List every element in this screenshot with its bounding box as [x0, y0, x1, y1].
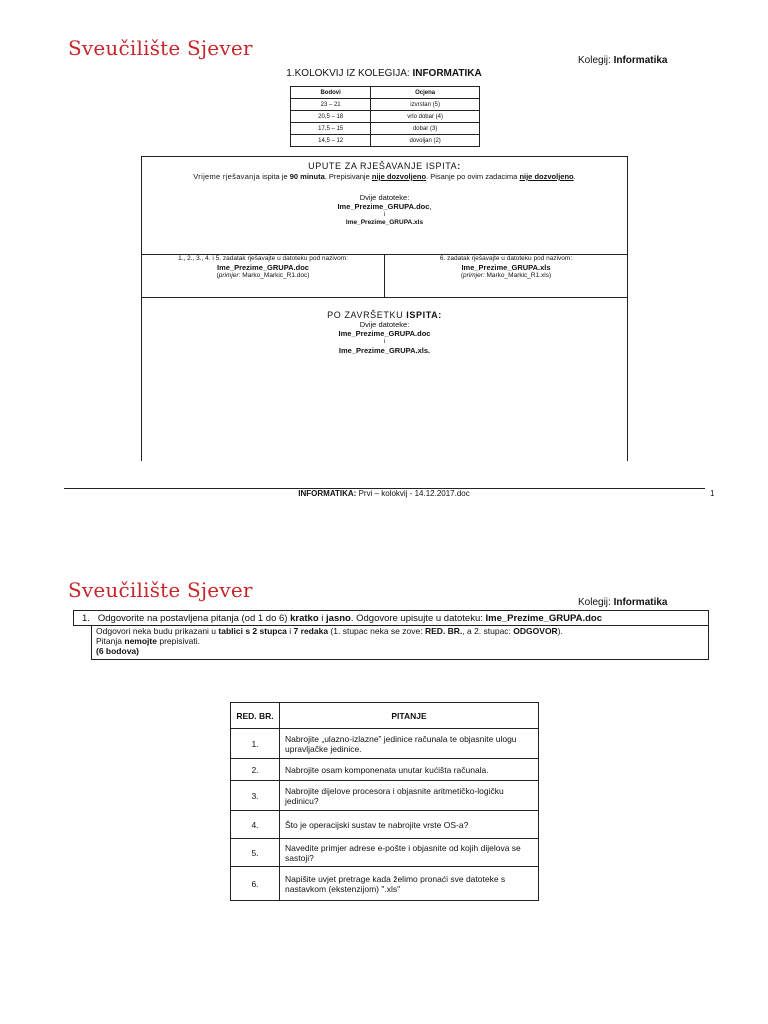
- xls-instructions-text: 6. zadatak rješavajte u datoteku pod nazivom:: [439, 255, 573, 262]
- doc-instructions-file: [142, 263, 384, 272]
- info-table-columns: tablici s 2 stupca: [218, 626, 287, 636]
- doc-file-name: [142, 202, 627, 211]
- question-number: 4.: [231, 811, 280, 839]
- rule-text: . Prepisivanje: [324, 172, 370, 181]
- question-text: Navedite primjer adrese e-pošte i objasnite od kojih dijelova se sastoji?: [280, 839, 539, 867]
- instructions-heading: [142, 161, 627, 171]
- after-exam-doc-file-text: Ime_Prezime_GRUPA.doc: [338, 329, 431, 338]
- question-number: 5.: [231, 839, 280, 867]
- footer-subject: INFORMATIKA:: [298, 489, 357, 498]
- question-text: Nabrojite „ulazno-izlazne” jedinice računala te objasnite ulogu upravljačke jedinice.: [280, 729, 539, 759]
- course-label-key: Kolegij:: [578, 55, 611, 66]
- grading-table: [290, 86, 480, 147]
- grading-cell: 20,5 – 18: [291, 111, 371, 123]
- task-number: 1.: [82, 613, 90, 624]
- xls-instructions-file: [385, 263, 627, 272]
- rule-text: .: [573, 172, 576, 181]
- grading-cell: dovoljan (2): [371, 135, 480, 147]
- course-label-value: Informatika: [613, 55, 668, 66]
- instructions-box: [141, 156, 628, 255]
- rule-no-copy: nije dozvoljeno: [371, 172, 427, 181]
- rule-time-label: Vrijeme rješavanja: [193, 172, 261, 181]
- task-clear: jasno: [326, 613, 351, 624]
- task-text: i: [321, 613, 324, 624]
- task-header: [73, 610, 709, 626]
- task-file: Ime_Prezime_GRUPA.doc: [485, 613, 603, 624]
- info-text: (1. stupac neka se zove:: [330, 626, 423, 636]
- instructions-heading-colon: :: [457, 161, 461, 171]
- grading-header-points: Bodovi: [291, 87, 371, 99]
- instructions-heading-text: UPUTE ZA RJEŠAVANJE ISPITA: [308, 161, 458, 171]
- university-logo-page2: Sveučilište Sjever: [68, 578, 253, 602]
- example-value: Marko_Markic_R1.doc): [242, 272, 310, 279]
- xls-instructions-example: (primjer: Marko_Markic_R1.xls): [460, 272, 552, 279]
- exam-title: [0, 68, 768, 79]
- info-col2-name: ODGOVOR: [513, 626, 558, 636]
- and-label: i: [383, 211, 386, 218]
- after-exam-two-files: Dvije datoteke:: [359, 320, 410, 329]
- task-points: [92, 646, 708, 656]
- question-number: 6.: [231, 867, 280, 901]
- questions-header-num: RED. BR.: [231, 703, 280, 729]
- after-exam-and: i: [383, 338, 386, 345]
- question-number: 1.: [231, 729, 280, 759]
- rule-duration: 90 minuta: [289, 172, 325, 181]
- grading-cell: 23 – 21: [291, 99, 371, 111]
- task-short: kratko: [290, 613, 319, 624]
- course-label-value: Informatika: [613, 597, 668, 608]
- questions-table: [230, 702, 539, 901]
- task-points-text: (6 bodova): [96, 646, 139, 656]
- page-number: 1: [710, 489, 715, 498]
- exam-title-subject: INFORMATIKA: [412, 68, 482, 79]
- info-text: Odgovori neka budu prikazani u: [96, 626, 217, 636]
- info-do-not: nemojte: [124, 636, 157, 646]
- task-text: Odgovorite na postavljena pitanja (od 1 do 6): [97, 613, 288, 624]
- task-instructions-line1: [92, 625, 708, 636]
- after-exam-box: [141, 297, 628, 461]
- questions-header-question: PITANJE: [280, 703, 539, 729]
- question-text: Napišite uvjet pretrage kada želimo pronaći sve datoteke s nastavkom (ekstenzijom) ".xls": [280, 867, 539, 901]
- grading-cell: 14,5 – 12: [291, 135, 371, 147]
- question-number: 2.: [231, 759, 280, 781]
- university-logo: Sveučilište Sjever: [68, 36, 253, 60]
- task-instructions-line2: [92, 636, 708, 646]
- footer-filename: Prvi – kolokvij - 14.12.2017.doc: [358, 489, 470, 498]
- after-exam-xls-file-text: Ime_Prezime_GRUPA.xls.: [338, 346, 431, 355]
- xls-instructions-cell: [384, 254, 628, 298]
- grading-cell: vrlo dobar (4): [371, 111, 480, 123]
- rule-no-writing: nije dozvoljeno: [519, 172, 574, 181]
- two-files-label: Dvije datoteke:: [359, 193, 410, 202]
- xls-file-name-text: Ime_Prezime_GRUPA.xls: [345, 219, 424, 226]
- course-label-page2: [578, 597, 668, 608]
- course-label: [578, 55, 668, 66]
- example-value: Marko_Markic_R1.xls: [486, 272, 549, 279]
- example-label: primjer:: [463, 272, 485, 279]
- info-text: prepisivati.: [159, 636, 200, 646]
- after-exam-heading-bold: ISPITA:: [406, 310, 442, 320]
- doc-instructions-text: 1., 2., 3., 4. i 5. zadatak rješavajte u datoteku pod nazivom:: [178, 255, 348, 262]
- after-exam-heading: [142, 310, 627, 320]
- doc-file-name-text: Ime_Prezime_GRUPA.doc: [337, 202, 430, 211]
- after-exam-xls-file: [142, 346, 627, 355]
- info-text: i: [289, 626, 292, 636]
- info-text: ).: [557, 626, 563, 636]
- info-table-rows: 7 redaka: [293, 626, 329, 636]
- course-label-key: Kolegij:: [578, 597, 611, 608]
- info-text: Pitanja: [96, 636, 122, 646]
- footer-text: [0, 489, 768, 498]
- after-exam-doc-file: [142, 329, 627, 338]
- doc-instructions-example: (primjer: Marko_Markic_R1.doc): [216, 272, 310, 279]
- task-instructions: [91, 625, 709, 660]
- rule-text: . Pisanje po ovim zadacima: [426, 172, 518, 181]
- question-number: 3.: [231, 781, 280, 811]
- task-header-text: [74, 611, 708, 624]
- xls-instructions-file-text: Ime_Prezime_GRUPA.xls: [461, 263, 551, 272]
- grading-cell: dobar (3): [371, 123, 480, 135]
- exam-title-prefix: 1.KOLOKVIJ IZ KOLEGIJA:: [286, 68, 410, 79]
- doc-instructions-cell: [141, 254, 385, 298]
- after-exam-heading-text: PO ZAVRŠETKU: [327, 310, 404, 320]
- rule-text: ispita je: [262, 172, 288, 181]
- doc-instructions-file-text: Ime_Prezime_GRUPA.doc: [217, 263, 309, 272]
- grading-cell: 17,5 – 15: [291, 123, 371, 135]
- grading-header-grade: Ocjena: [371, 87, 480, 99]
- task-text: . Odgovore upisujte u datoteku:: [350, 613, 483, 624]
- doc-file-comma: ,: [429, 202, 432, 211]
- example-label: primjer:: [218, 272, 241, 279]
- question-text: Nabrojite dijelove procesora i objasnite aritmetičko-logičku jedinicu?: [280, 781, 539, 811]
- xls-file-name: [142, 219, 627, 227]
- info-col1-name: RED. BR.: [424, 626, 463, 636]
- instructions-rules: [142, 172, 627, 181]
- info-text: , a 2. stupac:: [462, 626, 511, 636]
- grading-cell: izvrstan (5): [371, 99, 480, 111]
- question-text: Što je operacijski sustav te nabrojite vrste OS-a?: [280, 811, 539, 839]
- question-text: Nabrojite osam komponenata unutar kućišta računala.: [280, 759, 539, 781]
